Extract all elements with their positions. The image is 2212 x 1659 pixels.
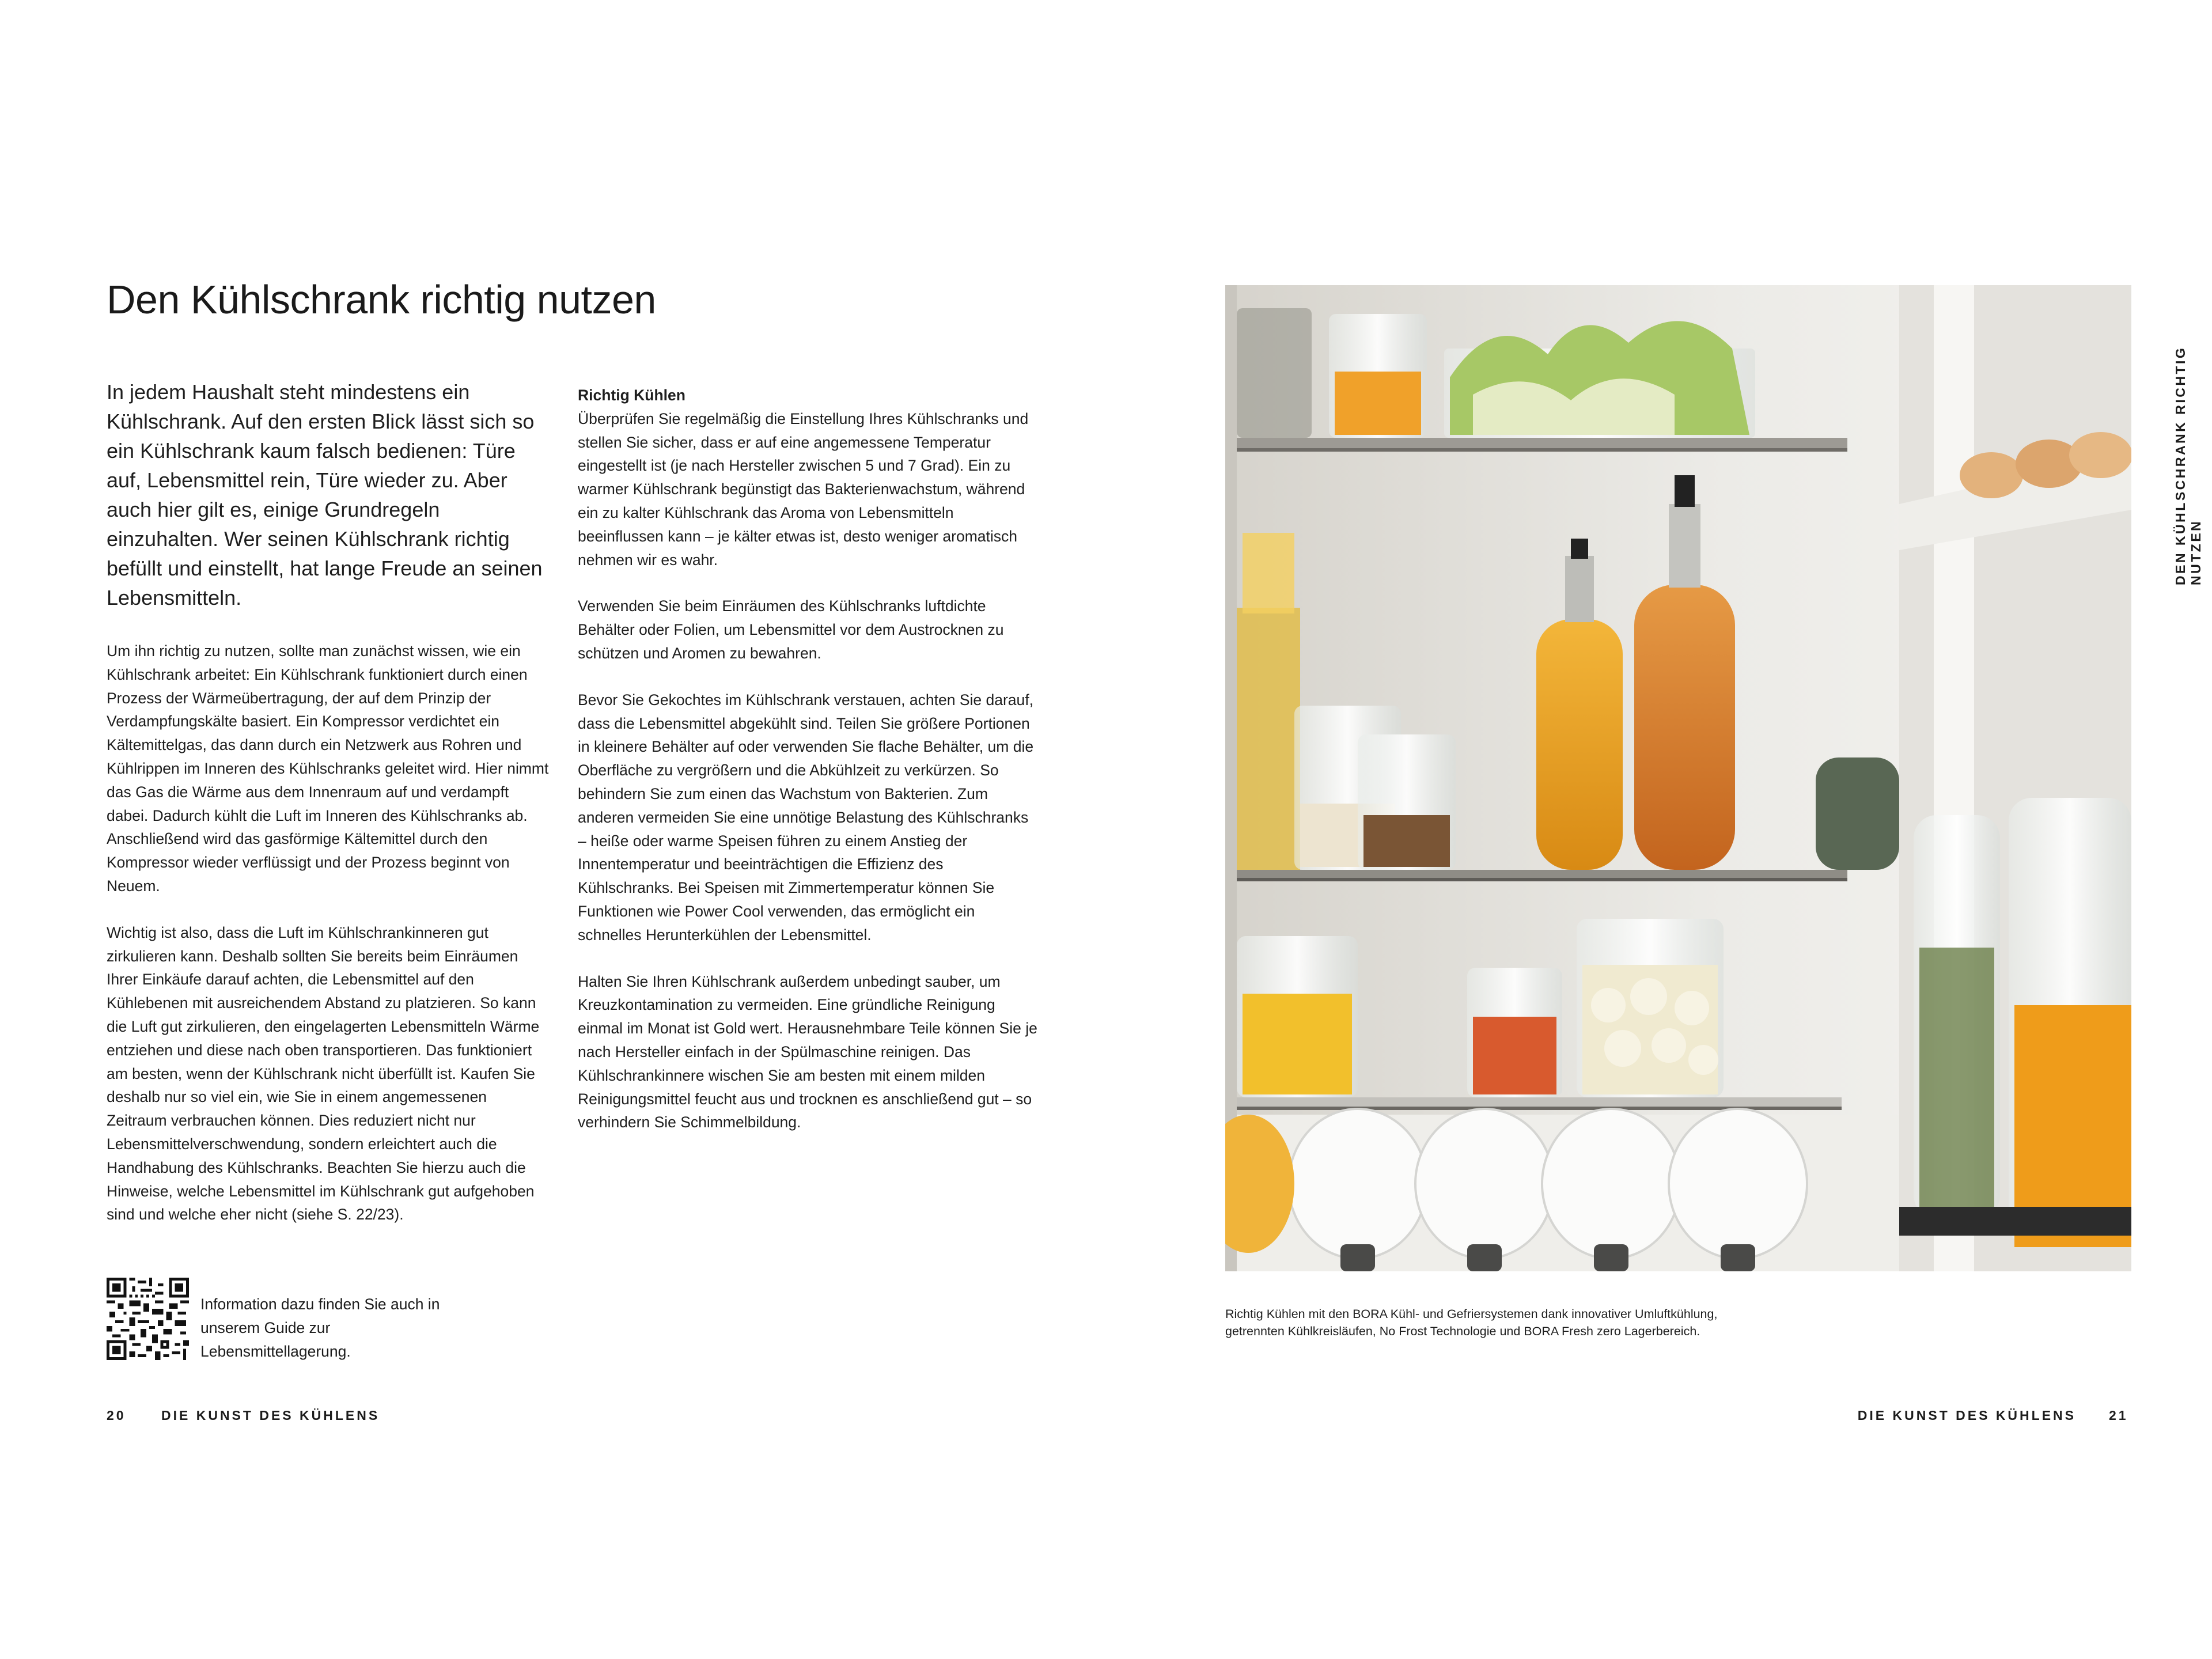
body-paragraph: Halten Sie Ihren Kühlschrank außerdem unbedingt sauber, um Kreuzkontamination zu vermeiden. Eine gründliche Reinigung einmal im Monat ist Gold wert. Herausnehmbare Teile können Sie je nach Hersteller einfach in der Spülmaschine reinigen. Das Kühlschrankinnere wischen Sie am besten mit einem milden Reinigungsmittel feucht aus und trocknen es anschließend gut – so verhindern Sie Schimmelbildung. bbox=[578, 972, 1037, 1131]
body-column-1 bbox=[107, 639, 550, 1249]
section-side-tab: DEN KÜHLSCHRANK RICHTIG NUTZEN bbox=[2173, 346, 2203, 585]
fridge-interior-photo bbox=[1225, 285, 2131, 1271]
photo-caption: Richtig Kühlen mit den BORA Kühl- und Gefriersystemen dank innovativer Umluftkühlung, getrennten Kühlkreisläufen, No Frost Technologie und BORA Fresh zero Lagerbereich. bbox=[1225, 1307, 1718, 1338]
page-number-right: 21 bbox=[2109, 1408, 2128, 1423]
body-paragraph: Um ihn richtig zu nutzen, sollte man zunächst wissen, wie ein Kühlschrank arbeitet: Ein Kühlschrank funktioniert durch einen Prozess der Wärmeübertragung, der auf dem Prinzip der Verdampfungskälte basiert. Ein Kompressor verdichtet ein Kältemittelgas, das dann durch ein Netzwerk aus Rohren und Kühlrippen im Inneren des Kühlschranks geleitet wird. Hier nimmt das Gas die Wärme aus dem Innenraum auf und verdampft dabei. Dadurch kühlt die Luft im Inneren des Kühlschranks ab. Anschließend wird das gasförmige Kältemittel durch den Kompressor wieder verflüssigt und der Prozess beginnt von Neuem. bbox=[107, 642, 549, 895]
body-paragraph: Verwenden Sie beim Einräumen des Kühlschranks luftdichte Behälter oder Folien, um Lebensmittel vor dem Austrocknen zu schützen und Aromen zu bewahren. bbox=[578, 597, 1004, 662]
body-paragraph: Bevor Sie Gekochtes im Kühlschrank verstauen, achten Sie darauf, dass die Lebensmittel abgekühlt sind. Teilen Sie größere Portionen in kleinere Behälter auf oder verwenden Sie flache Behälter, um die Oberfläche zu vergrößern und die Abkühlzeit zu verkürzen. So behindern Sie zum einen das Wachstum von Bakterien. Zum anderen vermeiden Sie eine unnötige Belastung des Kühlschranks – heiße oder warme Speisen führen zu einem Anstieg der Innentemperatur und beeinträchtigen die Effizienz des Kühlschranks. Bei Speisen mit Zimmertemperatur können Sie Funktionen wie Power Cool verwenden, das ermöglicht ein schnelles Herunterkühlen der Lebensmittel. bbox=[578, 691, 1034, 944]
qr-caption: Information dazu finden Sie auch in unserem Guide zur Lebensmittellagerung. bbox=[200, 1296, 440, 1360]
running-footer-left: DIE KUNST DES KÜHLENS bbox=[161, 1408, 380, 1423]
body-paragraph: Wichtig ist also, dass die Luft im Kühlschrankinneren gut zirkulieren kann. Deshalb sollten Sie bereits beim Einräumen Ihrer Einkäufe darauf achten, die Lebensmittel auf den Kühlebenen mit ausreichendem Abstand zu platzieren. So kann die Luft gut zirkulieren, den eingelagerten Lebensmitteln Wärme entziehen und diese nach oben transportieren. Das funktioniert am besten, wenn der Kühlschrank nicht überfüllt ist. Kaufen Sie deshalb nur so viel ein, wie Sie in einem angemessenen Zeitraum verbrauchen können. Dies reduziert nicht nur Lebensmittelverschwendung, sondern erleichtert auch die Handhabung des Kühlschranks. Beachten Sie hierzu auch die Hinweise, welche Lebensmittel im Kühlschrank gut aufgehoben sind und welche eher nicht (siehe S. 22/23). bbox=[107, 923, 540, 1224]
body-column-2 bbox=[578, 384, 1039, 1157]
intro-paragraph: In jedem Haushalt steht mindestens ein Kühlschrank. Auf den ersten Blick lässt sich so ein Kühlschrank kaum falsch bedienen: Türe auf, Lebensmittel rein, Türe wieder zu. Aber auch hier gilt es, einige Grundregeln einzuhalten. Wer seinen Kühlschrank richtig befüllt und einstellt, hat lange Freude an seinen Lebensmitteln. bbox=[107, 380, 543, 609]
section-heading: Richtig Kühlen bbox=[578, 387, 685, 404]
page-number-left: 20 bbox=[107, 1408, 126, 1423]
qr-code-icon[interactable] bbox=[107, 1278, 189, 1360]
running-footer-right: DIE KUNST DES KÜHLENS bbox=[1857, 1408, 2076, 1423]
page-title: Den Kühlschrank richtig nutzen bbox=[107, 277, 656, 322]
body-paragraph: Überprüfen Sie regelmäßig die Einstellung Ihres Kühlschranks und stellen Sie sicher, dass er auf eine angemessene Temperatur eingestellt ist (je nach Hersteller zwischen 5 und 7 Grad). Ein zu warmer Kühlschrank begünstigt das Bakterienwachstum, während ein zu kalter Kühlschrank das Aroma von Lebensmitteln beeinflussen kann – je kälter etwas ist, desto weniger aromatisch nehmen wir es wahr. bbox=[578, 410, 1029, 569]
